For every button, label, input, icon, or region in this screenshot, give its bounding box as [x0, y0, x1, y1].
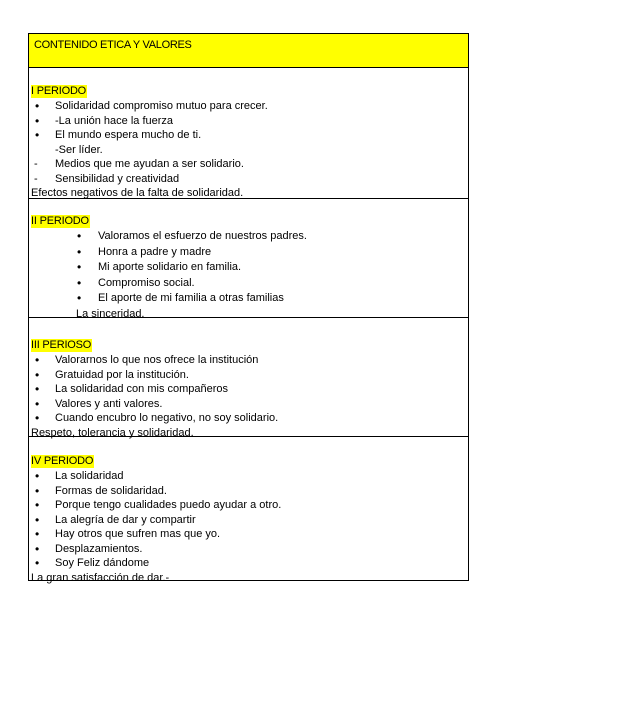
- period-section-3: [29, 317, 468, 439]
- topic-list: [31, 469, 468, 571]
- list-item: • El mundo espera mucho de ti.: [31, 128, 468, 143]
- list-item: • Valoramos el esfuerzo de nuestros padres.: [31, 229, 468, 245]
- list-item: - Sensibilidad y creatividad: [31, 172, 468, 187]
- list-item: • El aporte de mi familia a otras familias: [31, 291, 468, 307]
- period-title: I PERIODO: [31, 85, 87, 97]
- list-item: • Mi aporte solidario en familia.: [31, 260, 468, 276]
- table-header: [29, 34, 468, 67]
- period-title: II PERIODO: [31, 215, 89, 227]
- list-item: • Valores y anti valores.: [31, 397, 468, 412]
- list-item: • Desplazamientos.: [31, 542, 468, 557]
- period-title: IV PERIODO: [31, 455, 94, 467]
- list-item: • Compromiso social.: [31, 276, 468, 292]
- closing-line: Respeto, tolerancia y solidaridad.: [31, 426, 194, 439]
- list-item: • Gratuidad por la institución.: [31, 368, 468, 383]
- closing-line: La gran satisfacción de dar.-: [31, 571, 170, 584]
- list-item: • Formas de solidaridad.: [31, 484, 468, 499]
- period-title: III PERIOSO: [31, 339, 92, 351]
- closing-line: La sinceridad.: [76, 307, 145, 320]
- list-item: • La solidaridad: [31, 469, 468, 484]
- list-item: • Hay otros que sufren mas que yo.: [31, 527, 468, 542]
- period-section-4: [29, 436, 468, 584]
- list-item: • Porque tengo cualidades puedo ayudar a otro.: [31, 498, 468, 513]
- list-item: - Medios que me ayudan a ser solidario.: [31, 157, 468, 172]
- topic-list: [31, 229, 468, 307]
- document-title: CONTENIDO ETICA Y VALORES: [34, 39, 192, 51]
- list-item: • Honra a padre y madre: [31, 245, 468, 261]
- list-item: • Cuando encubro lo negativo, no soy solidario.: [31, 411, 468, 426]
- period-section-2: [29, 198, 468, 320]
- list-item: -Ser líder.: [55, 143, 103, 156]
- list-item: • Soy Feliz dándome: [31, 556, 468, 571]
- list-item: • Valorarnos lo que nos ofrece la institución: [31, 353, 468, 368]
- topic-list: [31, 353, 468, 426]
- closing-line: Efectos negativos de la falta de solidaridad.: [31, 187, 244, 199]
- list-item: • -La unión hace la fuerza: [31, 114, 468, 129]
- list-item: • Solidaridad compromiso mutuo para crecer.: [31, 99, 468, 114]
- period-section-1: [29, 67, 468, 198]
- list-item: • La alegría de dar y compartir: [31, 513, 468, 528]
- topic-list: [31, 99, 468, 186]
- content-table: [28, 33, 469, 584]
- list-item: • La solidaridad con mis compañeros: [31, 382, 468, 397]
